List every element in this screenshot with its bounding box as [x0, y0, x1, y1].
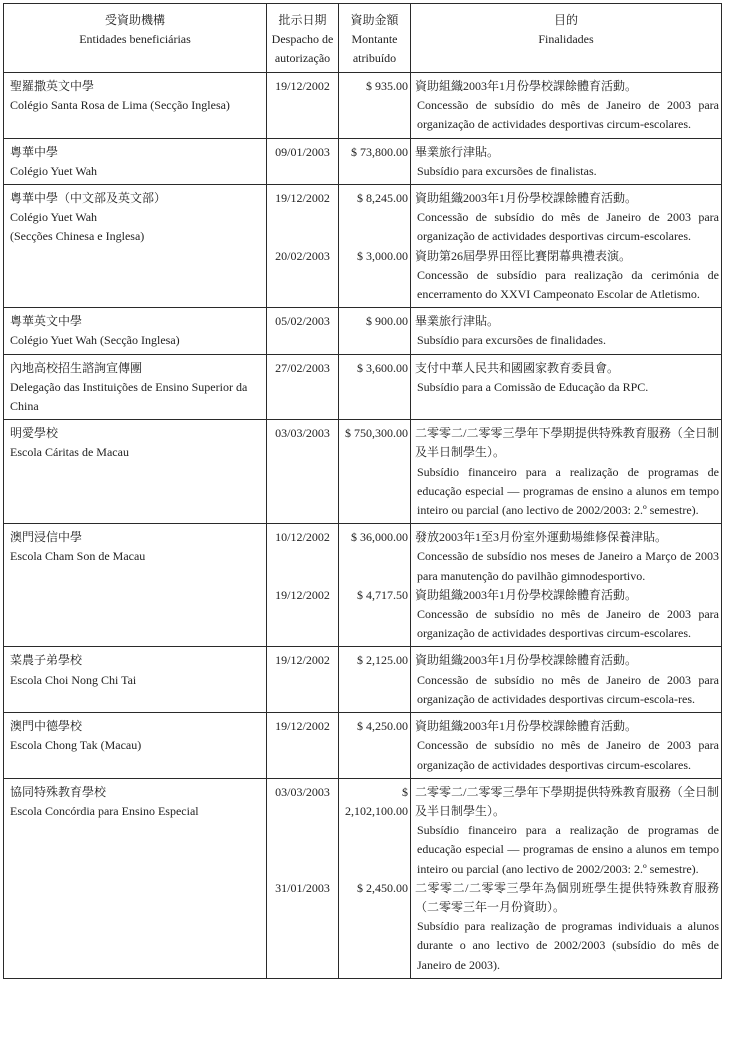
purpose-entry — [415, 247, 719, 305]
table-row — [4, 308, 722, 354]
purpose-pt: Concessão de subsídio no mês de Janeiro de 2003 para organização de actividades desportivas circum-escola-res. — [417, 672, 719, 706]
entity-name-pt: (Secções Chinesa e Inglesa) — [10, 229, 145, 244]
amount-cell — [339, 354, 411, 420]
date-cell — [267, 524, 339, 647]
entity-name-zh: 澳門中德學校 — [10, 719, 83, 734]
amount-value: $ 4,717.50 — [357, 587, 408, 602]
purpose-cell — [411, 185, 722, 308]
table-row — [4, 185, 722, 308]
entity-name-pt: Colégio Santa Rosa de Lima (Secção Inglesa) — [10, 98, 230, 113]
header-purpose-pt: Finalidades — [538, 32, 594, 46]
entity-name-zh: 粵華中學（中文部及英文部） — [10, 191, 167, 206]
entity-cell — [4, 138, 267, 184]
authorization-date: 05/02/2003 — [275, 314, 330, 329]
authorization-date: 31/01/2003 — [275, 880, 330, 895]
purpose-zh: 二零零二/二零零三學年下學期提供特殊教育服務（全日制及半日制學生）。 — [415, 784, 719, 818]
purpose-cell — [411, 308, 722, 354]
purpose-cell — [411, 713, 722, 779]
amount-cell — [339, 778, 411, 978]
amount-cell — [339, 713, 411, 779]
entity-name-zh: 粵華中學 — [10, 144, 59, 159]
purpose-zh: 資助組織2003年1月份學校課餘體育活動。 — [415, 653, 638, 668]
entity-cell — [4, 354, 267, 420]
purpose-entry — [415, 424, 719, 520]
date-cell — [267, 354, 339, 420]
purpose-zh: 資助第26屆學界田徑比賽閉幕典禮表演。 — [415, 248, 632, 263]
authorization-date: 19/12/2002 — [275, 191, 330, 206]
authorization-date: 19/12/2002 — [275, 79, 330, 93]
entity-name-pt: Colégio Yuet Wah (Secção Inglesa) — [10, 333, 180, 348]
amount-cell — [339, 420, 411, 524]
purpose-pt: Subsídio financeiro para a realização de programas de educação especial — programas de ensino a alunos em tempo inteiro ou parcial (ano lectivo de 2002/2003: 2.º semestre). — [417, 464, 719, 518]
entity-cell — [4, 308, 267, 354]
purpose-entry — [415, 651, 719, 709]
amount-value: $ 3,000.00 — [357, 248, 408, 263]
entity-name-zh: 明愛學校 — [10, 426, 59, 441]
entity-name-zh: 澳門浸信中學 — [10, 530, 83, 545]
entity-name-pt: Escola Cáritas de Macau — [10, 445, 129, 460]
table-row — [4, 647, 722, 713]
entity-name-pt: Escola Concórdia para Ensino Especial — [10, 803, 199, 818]
amount-value: $ 36,000.00 — [351, 530, 408, 545]
header-entity-pt: Entidades beneficiárias — [79, 32, 191, 46]
purpose-zh: 資助組織2003年1月份學校課餘體育活動。 — [415, 719, 638, 734]
entity-name-pt: Delegação das Instituições de Ensino Superior da China — [10, 379, 248, 414]
authorization-date: 03/03/2003 — [275, 784, 330, 799]
entity-cell — [4, 185, 267, 308]
amount-value: $ 900.00 — [366, 314, 408, 329]
purpose-entry — [415, 528, 719, 586]
purpose-pt: Concessão de subsídio para realização da cerimónia de encerramento do XXVI Campeonato Escolar de Atletismo. — [417, 267, 719, 302]
amount-value: $ 2,102,100.00 — [345, 784, 408, 818]
amount-cell — [339, 138, 411, 184]
purpose-entry — [415, 77, 719, 135]
purpose-zh: 畢業旅行津貼。 — [415, 144, 500, 159]
purpose-cell — [411, 138, 722, 184]
date-cell — [267, 73, 339, 139]
header-purpose — [411, 4, 722, 73]
purpose-entry — [415, 312, 719, 350]
purpose-zh: 資助組織2003年1月份學校課餘體育活動。 — [415, 587, 638, 602]
header-date — [267, 4, 339, 73]
table-row — [4, 354, 722, 420]
header-amount — [339, 4, 411, 73]
amount-value: $ 3,600.00 — [357, 360, 408, 375]
table-row — [4, 138, 722, 184]
purpose-zh: 資助組織2003年1月份學校課餘體育活動。 — [415, 191, 638, 206]
purpose-entry — [415, 189, 719, 247]
date-cell — [267, 647, 339, 713]
entity-name-pt: Escola Cham Son de Macau — [10, 549, 146, 564]
table-row — [4, 778, 722, 978]
purpose-pt: Concessão de subsídio no mês de Janeiro de 2003 para organização de actividades desportivas circum-escolares. — [417, 607, 719, 641]
date-cell — [267, 420, 339, 524]
date-cell — [267, 138, 339, 184]
authorization-date: 03/03/2003 — [275, 426, 330, 441]
purpose-cell — [411, 73, 722, 139]
amount-value: $ 4,250.00 — [357, 719, 408, 734]
purpose-entry — [415, 879, 719, 975]
purpose-pt: Concessão de subsídio do mês de Janeiro de 2003 para organização de actividades desportivas circum-escolares. — [417, 210, 719, 244]
amount-cell — [339, 524, 411, 647]
amount-value: $ 935.00 — [366, 79, 408, 93]
authorization-date: 09/01/2003 — [275, 144, 330, 159]
date-cell — [267, 778, 339, 978]
header-date-pt: Despacho de autorização — [271, 32, 334, 65]
table-header-row — [4, 4, 722, 73]
entity-cell — [4, 647, 267, 713]
purpose-pt: Subsídio para realização de programas individuais a alunos durante o ano lectivo de 2002/2003 (subsídio do mês de Janeiro de 2003). — [417, 919, 719, 972]
purpose-pt: Subsídio para a Comissão de Educação da RPC. — [417, 379, 649, 394]
entity-cell — [4, 778, 267, 978]
entity-cell — [4, 420, 267, 524]
subsidy-table-page — [3, 3, 721, 1045]
amount-cell — [339, 647, 411, 713]
amount-value: $ 2,125.00 — [357, 653, 408, 668]
entity-name-zh: 協同特殊教育學校 — [10, 784, 107, 799]
entity-name-pt: Escola Choi Nong Chi Tai — [10, 672, 137, 687]
amount-cell — [339, 308, 411, 354]
date-cell — [267, 308, 339, 354]
entity-name-zh: 菜農子弟學校 — [10, 653, 83, 668]
header-purpose-zh: 目的 — [553, 13, 578, 27]
purpose-entry — [415, 783, 719, 879]
amount-value: $ 73,800.00 — [351, 144, 408, 159]
date-cell — [267, 713, 339, 779]
table-row — [4, 420, 722, 524]
amount-value: $ 2,450.00 — [357, 880, 408, 895]
header-entity-zh: 受資助機構 — [104, 13, 165, 27]
table-row — [4, 524, 722, 647]
purpose-zh: 畢業旅行津貼。 — [415, 314, 500, 329]
purpose-pt: Concessão de subsídio nos meses de Janeiro a Março de 2003 para manutenção do pavilhão gimnodesportivo. — [417, 549, 719, 583]
purpose-pt: Subsídio para excursões de finalistas. — [417, 163, 597, 178]
purpose-zh: 二零零二/二零零三學年為個別班學生提供特殊教育服務（二零零三年一月份資助）。 — [415, 880, 719, 914]
purpose-zh: 二零零二/二零零三學年下學期提供特殊教育服務（全日制及半日制學生）。 — [415, 426, 719, 460]
subsidy-table — [3, 3, 722, 979]
amount-cell — [339, 73, 411, 139]
header-amount-zh: 資助金額 — [350, 13, 399, 27]
table-row — [4, 73, 722, 139]
entity-cell — [4, 713, 267, 779]
purpose-pt: Concessão de subsídio do mês de Janeiro de 2003 para organização de actividades desportivas circum-escolares. — [417, 98, 719, 132]
amount-value: $ 8,245.00 — [357, 191, 408, 206]
entity-cell — [4, 524, 267, 647]
entity-name-pt: Colégio Yuet Wah — [10, 210, 98, 225]
purpose-cell — [411, 778, 722, 978]
header-entity — [4, 4, 267, 73]
entity-name-pt: Colégio Yuet Wah — [10, 163, 98, 178]
entity-cell — [4, 73, 267, 139]
purpose-pt: Subsídio financeiro para a realização de programas de educação especial — programas de ensino a alunos em tempo inteiro ou parcial (ano lectivo de 2002/2003: 2.º semestre). — [417, 823, 719, 876]
authorization-date: 10/12/2002 — [275, 530, 330, 545]
amount-cell — [339, 185, 411, 308]
purpose-zh: 支付中華人民共和國國家教育委員會。 — [415, 360, 620, 375]
purpose-zh: 發放2003年1至3月份室外運動場維修保養津貼。 — [415, 530, 668, 545]
entity-name-zh: 聖羅撒英文中學 — [10, 79, 95, 93]
entity-name-zh: 粵華英文中學 — [10, 314, 83, 329]
purpose-pt: Concessão de subsídio no mês de Janeiro de 2003 para organização de actividades desportivas circum-escolares. — [417, 738, 719, 772]
entity-name-pt: Escola Chong Tak (Macau) — [10, 738, 142, 753]
authorization-date: 27/02/2003 — [275, 360, 330, 375]
authorization-date: 19/12/2002 — [275, 587, 330, 602]
header-amount-pt: Montante atribuído — [351, 32, 398, 65]
purpose-entry — [415, 717, 719, 775]
purpose-zh: 資助組織2003年1月份學校課餘體育活動。 — [415, 79, 638, 93]
amount-value: $ 750,300.00 — [345, 426, 408, 441]
purpose-entry — [415, 586, 719, 644]
authorization-date: 19/12/2002 — [275, 653, 330, 668]
purpose-entry — [415, 359, 719, 397]
purpose-cell — [411, 524, 722, 647]
date-cell — [267, 185, 339, 308]
header-date-zh: 批示日期 — [278, 13, 327, 27]
purpose-cell — [411, 420, 722, 524]
authorization-date: 19/12/2002 — [275, 719, 330, 734]
purpose-pt: Subsídio para excursões de finalidades. — [417, 333, 606, 348]
purpose-cell — [411, 354, 722, 420]
authorization-date: 20/02/2003 — [275, 248, 330, 263]
purpose-cell — [411, 647, 722, 713]
table-row — [4, 713, 722, 779]
entity-name-zh: 內地高校招生諮詢宣傳團 — [10, 360, 143, 375]
purpose-entry — [415, 143, 719, 181]
